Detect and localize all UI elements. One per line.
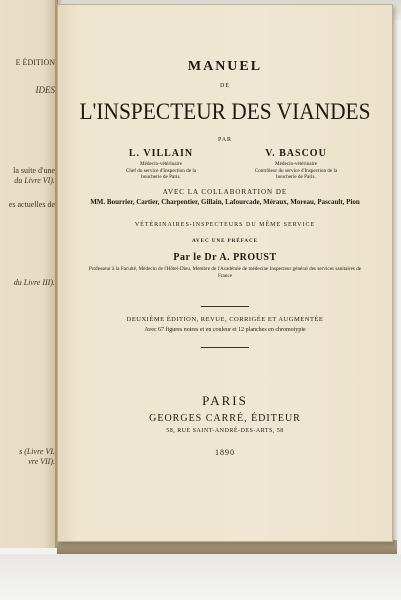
- veterinarians-label: VÉTÉRINAIRES-INSPECTEURS DU MÊME SERVICE: [134, 222, 316, 228]
- figures-statement: Avec 67 figures noires et en couleur et 12 planches en chromotypie: [144, 327, 306, 333]
- collaboration-label: AVEC LA COLLABORATION DE: [162, 188, 288, 196]
- author-name: V. BASCOU: [265, 148, 327, 159]
- title-connector: DE: [220, 83, 230, 89]
- by-label: PAR: [217, 137, 233, 143]
- author-bascou: [236, 148, 356, 181]
- left-page-fragment: es actuelles de: [8, 200, 55, 209]
- left-page-fragment: la suite d'une: [13, 166, 55, 175]
- left-facing-page: [0, 0, 58, 548]
- author-desc-line: Médecin-vétérinaire: [274, 161, 318, 167]
- preface-author-description: Professeur à la Faculté, Médecin de l'Hôtel-Dieu, Membre de l'Académie de médecine Inspecteur général des services sanitaires de France: [88, 266, 362, 279]
- author-villain: [106, 148, 216, 181]
- page-title: L'INSPECTEUR DES VIANDES: [79, 99, 371, 124]
- author-desc-line: boucherie de Paris.: [276, 174, 316, 181]
- left-page-fragment: s (Livre VI.: [19, 447, 55, 456]
- divider-rule: [201, 347, 249, 348]
- left-page-fragment: du Livre VI).: [14, 176, 55, 185]
- author-desc-line: Contrôleur du service d'Inspection de la: [254, 167, 338, 174]
- preface-label: AVEC UNE PRÉFACE: [192, 239, 258, 244]
- author-name: L. VILLAIN: [128, 148, 194, 159]
- left-page-fragment: E ÉDITION: [15, 58, 55, 67]
- author-desc-line: Médecin-vétérinaire: [139, 161, 183, 167]
- left-page-fragment: IDES: [35, 85, 55, 95]
- imprint-year: 1890: [215, 448, 235, 457]
- collaborators-list: MM. Bourrier, Cartier, Charpentier, Gillain, Lafourcade, Méraux, Moreau, Pascault, Pion: [90, 198, 360, 206]
- imprint-city: PARIS: [202, 393, 248, 408]
- title-line-manuel: MANUEL: [187, 59, 263, 74]
- left-page-fragment: vre VII).: [28, 457, 55, 466]
- title-page: [57, 4, 393, 542]
- table-surface: [0, 554, 401, 600]
- book-edge: [57, 540, 397, 554]
- author-desc-line: Chef du service d'Inspection de la: [125, 167, 197, 174]
- author-description: [106, 161, 216, 181]
- imprint-publisher: GEORGES CARRÉ, ÉDITEUR: [149, 413, 301, 424]
- left-page-fragment: du Livre III).: [13, 278, 55, 287]
- author-desc-line: boucherie de Paris.: [141, 174, 181, 181]
- preface-author: Par le Dr A. PROUST: [173, 252, 277, 263]
- edition-statement: DEUXIÈME ÉDITION, REVUE, CORRIGÉE ET AUGMENTÉE: [126, 316, 324, 323]
- imprint-address: 58, RUE SAINT-ANDRÉ-DES-ARTS, 58: [166, 428, 284, 434]
- author-description: [236, 161, 356, 181]
- divider-rule: [201, 306, 249, 307]
